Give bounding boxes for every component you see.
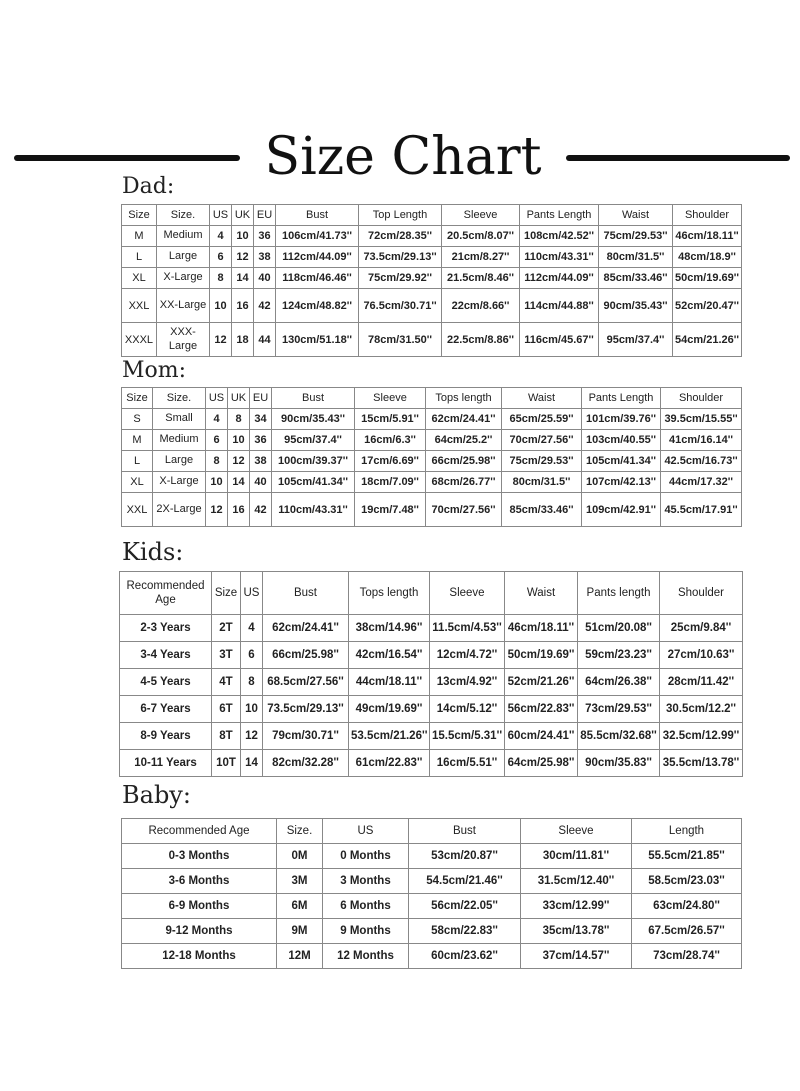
mom-col-header-uk: UK [228,388,250,409]
kids-col-header-shoulder: Shoulder [660,572,743,615]
table-cell: 25cm/9.84'' [660,615,743,642]
table-row [122,268,742,289]
table-cell: L [122,247,157,268]
kids-col-header-pants-length: Pants length [578,572,660,615]
table-cell: 3M [277,869,323,894]
table-cell: 42cm/16.54'' [349,642,430,669]
table-cell: 85cm/33.46'' [599,268,673,289]
mom-section-label: Mom: [122,358,187,383]
baby-header-row [122,819,742,844]
table-cell: 8-9 Years [120,723,212,750]
table-cell: 53cm/20.87'' [409,844,521,869]
title-banner [0,125,800,189]
table-cell: 112cm/44.09'' [520,268,599,289]
table-cell: 12 [232,247,254,268]
table-row [120,642,743,669]
table-cell: 95cm/37.4'' [272,430,355,451]
table-cell: 90cm/35.43'' [272,409,355,430]
table-cell: 2T [212,615,241,642]
table-cell: 72cm/28.35'' [359,226,442,247]
table-cell: 76.5cm/30.71'' [359,289,442,323]
table-cell: 40 [250,472,272,493]
table-cell: 8 [228,409,250,430]
table-cell: 45.5cm/17.91'' [661,493,742,527]
table-cell: 80cm/31.5'' [502,472,582,493]
table-row [120,750,743,777]
mom-col-header-size: Size [122,388,153,409]
table-cell: 15.5cm/5.31'' [430,723,505,750]
table-cell: 12M [277,944,323,969]
table-cell: 124cm/48.82'' [276,289,359,323]
mom-col-header-sleeve: Sleeve [355,388,426,409]
table-cell: 85.5cm/32.68'' [578,723,660,750]
baby-size-table [121,818,742,969]
table-cell: 6 [206,430,228,451]
table-cell: 0 Months [323,844,409,869]
kids-section-label: Kids: [122,538,184,566]
mom-size-table [121,387,742,527]
table-cell: 36 [254,226,276,247]
table-row [120,669,743,696]
table-cell: 10 [241,696,263,723]
table-cell: 14 [241,750,263,777]
dad-col-header-size: Size [122,205,157,226]
table-cell: 108cm/42.52'' [520,226,599,247]
table-row [122,894,742,919]
table-cell: 3-6 Months [122,869,277,894]
table-cell: 12 [210,323,232,357]
dad-col-header-top-length: Top Length [359,205,442,226]
kids-col-header-recommended-age: Recommended Age [120,572,212,615]
table-cell: 50cm/19.69'' [505,642,578,669]
table-row [122,472,742,493]
dad-col-header-eu: EU [254,205,276,226]
table-cell: 39.5cm/15.55'' [661,409,742,430]
table-cell: 110cm/43.31'' [520,247,599,268]
table-cell: L [122,451,153,472]
table-cell: 41cm/16.14'' [661,430,742,451]
table-cell: 11.5cm/4.53'' [430,615,505,642]
table-cell: 14 [228,472,250,493]
table-cell: XXL [122,493,153,527]
table-cell: 66cm/25.98'' [426,451,502,472]
table-cell: 36 [250,430,272,451]
table-cell: 22cm/8.66'' [442,289,520,323]
table-cell: 90cm/35.43'' [599,289,673,323]
table-cell: 54.5cm/21.46'' [409,869,521,894]
table-cell: 35.5cm/13.78'' [660,750,743,777]
title-rule-right [566,155,790,161]
table-cell: 44cm/17.32'' [661,472,742,493]
table-cell: 12 [206,493,228,527]
table-cell: 66cm/25.98'' [263,642,349,669]
title-rule-left [14,155,240,161]
table-row [122,919,742,944]
table-cell: 118cm/46.46'' [276,268,359,289]
table-cell: 109cm/42.91'' [582,493,661,527]
table-cell: 9M [277,919,323,944]
kids-col-header-tops-length: Tops length [349,572,430,615]
table-row [122,409,742,430]
table-cell: XX-Large [157,289,210,323]
table-cell: 4 [206,409,228,430]
table-cell: 14cm/5.12'' [430,696,505,723]
table-cell: 19cm/7.48'' [355,493,426,527]
table-cell: Small [153,409,206,430]
table-cell: 65cm/25.59'' [502,409,582,430]
mom-col-header-tops-length: Tops length [426,388,502,409]
table-cell: 12 Months [323,944,409,969]
table-cell: 4 [241,615,263,642]
table-row [120,696,743,723]
table-cell: 101cm/39.76'' [582,409,661,430]
table-cell: 21.5cm/8.46'' [442,268,520,289]
dad-col-header-uk: UK [232,205,254,226]
table-cell: 60cm/23.62'' [409,944,521,969]
table-cell: 52cm/20.47'' [673,289,742,323]
table-cell: 4-5 Years [120,669,212,696]
table-cell: 16cm/5.51'' [430,750,505,777]
table-cell: 10 [206,472,228,493]
table-cell: 3T [212,642,241,669]
table-row [122,869,742,894]
kids-header-row [120,572,743,615]
table-cell: Medium [157,226,210,247]
table-cell: 8 [241,669,263,696]
table-cell: 27cm/10.63'' [660,642,743,669]
table-row [122,247,742,268]
mom-col-header-pants-length: Pants Length [582,388,661,409]
table-cell: 62cm/24.41'' [426,409,502,430]
table-cell: 75cm/29.92'' [359,268,442,289]
table-cell: 42 [254,289,276,323]
table-cell: 53.5cm/21.26'' [349,723,430,750]
table-cell: 78cm/31.50'' [359,323,442,357]
table-cell: 10 [228,430,250,451]
table-cell: 6M [277,894,323,919]
table-cell: 40 [254,268,276,289]
table-cell: XL [122,268,157,289]
table-row [122,289,742,323]
table-cell: 30.5cm/12.2'' [660,696,743,723]
dad-size-table [121,204,742,357]
table-cell: 10T [212,750,241,777]
table-cell: Medium [153,430,206,451]
table-cell: 21cm/8.27'' [442,247,520,268]
table-cell: 85cm/33.46'' [502,493,582,527]
mom-col-header-bust: Bust [272,388,355,409]
table-cell: 16 [232,289,254,323]
table-cell: XXX-Large [157,323,210,357]
table-cell: 6 [241,642,263,669]
table-cell: 14 [232,268,254,289]
dad-col-header-size: Size. [157,205,210,226]
baby-col-header-size: Size. [277,819,323,844]
table-row [122,430,742,451]
kids-col-header-sleeve: Sleeve [430,572,505,615]
table-cell: 70cm/27.56'' [426,493,502,527]
page-title: Size Chart [264,127,542,187]
mom-col-header-eu: EU [250,388,272,409]
baby-col-header-bust: Bust [409,819,521,844]
table-cell: 17cm/6.69'' [355,451,426,472]
table-cell: X-Large [153,472,206,493]
table-cell: 73.5cm/29.13'' [359,247,442,268]
table-cell: 2X-Large [153,493,206,527]
table-cell: X-Large [157,268,210,289]
table-cell: 6-7 Years [120,696,212,723]
table-cell: 6 Months [323,894,409,919]
table-cell: 46cm/18.11'' [673,226,742,247]
table-cell: M [122,226,157,247]
table-cell: 103cm/40.55'' [582,430,661,451]
table-cell: 70cm/27.56'' [502,430,582,451]
table-row [122,944,742,969]
baby-col-header-sleeve: Sleeve [521,819,632,844]
table-cell: 56cm/22.05'' [409,894,521,919]
table-cell: 10 [232,226,254,247]
table-cell: 51cm/20.08'' [578,615,660,642]
table-cell: 12 [228,451,250,472]
table-cell: 105cm/41.34'' [272,472,355,493]
table-cell: 33cm/12.99'' [521,894,632,919]
table-cell: 110cm/43.31'' [272,493,355,527]
table-cell: 61cm/22.83'' [349,750,430,777]
table-cell: 12cm/4.72'' [430,642,505,669]
table-cell: 67.5cm/26.57'' [632,919,742,944]
table-cell: 31.5cm/12.40'' [521,869,632,894]
table-cell: Large [153,451,206,472]
table-cell: 3-4 Years [120,642,212,669]
table-row [122,844,742,869]
table-cell: 62cm/24.41'' [263,615,349,642]
table-cell: 44 [254,323,276,357]
table-cell: 8 [206,451,228,472]
dad-col-header-pants-length: Pants Length [520,205,599,226]
table-cell: Large [157,247,210,268]
table-cell: 64cm/25.2'' [426,430,502,451]
dad-col-header-shoulder: Shoulder [673,205,742,226]
table-cell: 68cm/26.77'' [426,472,502,493]
kids-col-header-bust: Bust [263,572,349,615]
table-cell: 114cm/44.88'' [520,289,599,323]
table-cell: 55.5cm/21.85'' [632,844,742,869]
table-cell: 6-9 Months [122,894,277,919]
baby-col-header-us: US [323,819,409,844]
table-cell: 80cm/31.5'' [599,247,673,268]
table-cell: 44cm/18.11'' [349,669,430,696]
kids-col-header-waist: Waist [505,572,578,615]
table-row [122,323,742,357]
table-cell: 22.5cm/8.86'' [442,323,520,357]
baby-col-header-length: Length [632,819,742,844]
table-cell: 64cm/26.38'' [578,669,660,696]
table-cell: 73.5cm/29.13'' [263,696,349,723]
table-cell: 0-3 Months [122,844,277,869]
table-cell: 28cm/11.42'' [660,669,743,696]
table-cell: 48cm/18.9'' [673,247,742,268]
table-cell: 34 [250,409,272,430]
table-cell: 6T [212,696,241,723]
table-cell: 37cm/14.57'' [521,944,632,969]
table-cell: 75cm/29.53'' [599,226,673,247]
dad-col-header-bust: Bust [276,205,359,226]
table-cell: 32.5cm/12.99'' [660,723,743,750]
table-cell: 6 [210,247,232,268]
table-cell: 100cm/39.37'' [272,451,355,472]
table-cell: 3 Months [323,869,409,894]
table-cell: 18cm/7.09'' [355,472,426,493]
table-cell: 46cm/18.11'' [505,615,578,642]
table-cell: 52cm/21.26'' [505,669,578,696]
dad-section-label: Dad: [122,174,175,199]
table-cell: 82cm/32.28'' [263,750,349,777]
table-cell: 16cm/6.3'' [355,430,426,451]
dad-col-header-waist: Waist [599,205,673,226]
table-cell: 112cm/44.09'' [276,247,359,268]
table-cell: 58.5cm/23.03'' [632,869,742,894]
table-cell: 106cm/41.73'' [276,226,359,247]
table-cell: 35cm/13.78'' [521,919,632,944]
table-cell: 9-12 Months [122,919,277,944]
table-cell: XL [122,472,153,493]
table-cell: 13cm/4.92'' [430,669,505,696]
table-cell: 130cm/51.18'' [276,323,359,357]
table-cell: 90cm/35.83'' [578,750,660,777]
kids-col-header-us: US [241,572,263,615]
table-cell: 20.5cm/8.07'' [442,226,520,247]
kids-size-table [119,571,743,777]
table-cell: XXXL [122,323,157,357]
kids-col-header-size: Size [212,572,241,615]
table-cell: 58cm/22.83'' [409,919,521,944]
table-row [120,615,743,642]
table-cell: 75cm/29.53'' [502,451,582,472]
table-cell: 107cm/42.13'' [582,472,661,493]
table-row [122,451,742,472]
mom-col-header-size: Size. [153,388,206,409]
table-cell: 73cm/29.53'' [578,696,660,723]
table-cell: M [122,430,153,451]
table-cell: 9 Months [323,919,409,944]
dad-header-row [122,205,742,226]
mom-col-header-shoulder: Shoulder [661,388,742,409]
table-cell: 42 [250,493,272,527]
table-cell: 4 [210,226,232,247]
table-cell: 16 [228,493,250,527]
table-cell: 42.5cm/16.73'' [661,451,742,472]
table-cell: 79cm/30.71'' [263,723,349,750]
table-cell: 8T [212,723,241,750]
baby-col-header-recommended-age: Recommended Age [122,819,277,844]
table-cell: 95cm/37.4'' [599,323,673,357]
dad-col-header-sleeve: Sleeve [442,205,520,226]
table-cell: 105cm/41.34'' [582,451,661,472]
table-cell: 38 [254,247,276,268]
mom-col-header-us: US [206,388,228,409]
table-row [122,226,742,247]
table-cell: 12-18 Months [122,944,277,969]
mom-col-header-waist: Waist [502,388,582,409]
table-cell: 49cm/19.69'' [349,696,430,723]
table-cell: XXL [122,289,157,323]
table-cell: 4T [212,669,241,696]
table-cell: 54cm/21.26'' [673,323,742,357]
table-cell: 10 [210,289,232,323]
table-cell: S [122,409,153,430]
table-cell: 15cm/5.91'' [355,409,426,430]
table-cell: 2-3 Years [120,615,212,642]
table-row [122,493,742,527]
table-cell: 18 [232,323,254,357]
table-cell: 59cm/23.23'' [578,642,660,669]
table-cell: 64cm/25.98'' [505,750,578,777]
mom-header-row [122,388,742,409]
dad-col-header-us: US [210,205,232,226]
table-cell: 30cm/11.81'' [521,844,632,869]
baby-section-label: Baby: [122,781,191,809]
table-cell: 68.5cm/27.56'' [263,669,349,696]
table-cell: 10-11 Years [120,750,212,777]
table-cell: 38 [250,451,272,472]
table-cell: 116cm/45.67'' [520,323,599,357]
table-cell: 63cm/24.80'' [632,894,742,919]
table-cell: 50cm/19.69'' [673,268,742,289]
table-cell: 38cm/14.96'' [349,615,430,642]
table-cell: 73cm/28.74'' [632,944,742,969]
table-cell: 12 [241,723,263,750]
table-cell: 56cm/22.83'' [505,696,578,723]
table-cell: 60cm/24.41'' [505,723,578,750]
table-cell: 8 [210,268,232,289]
table-row [120,723,743,750]
table-cell: 0M [277,844,323,869]
